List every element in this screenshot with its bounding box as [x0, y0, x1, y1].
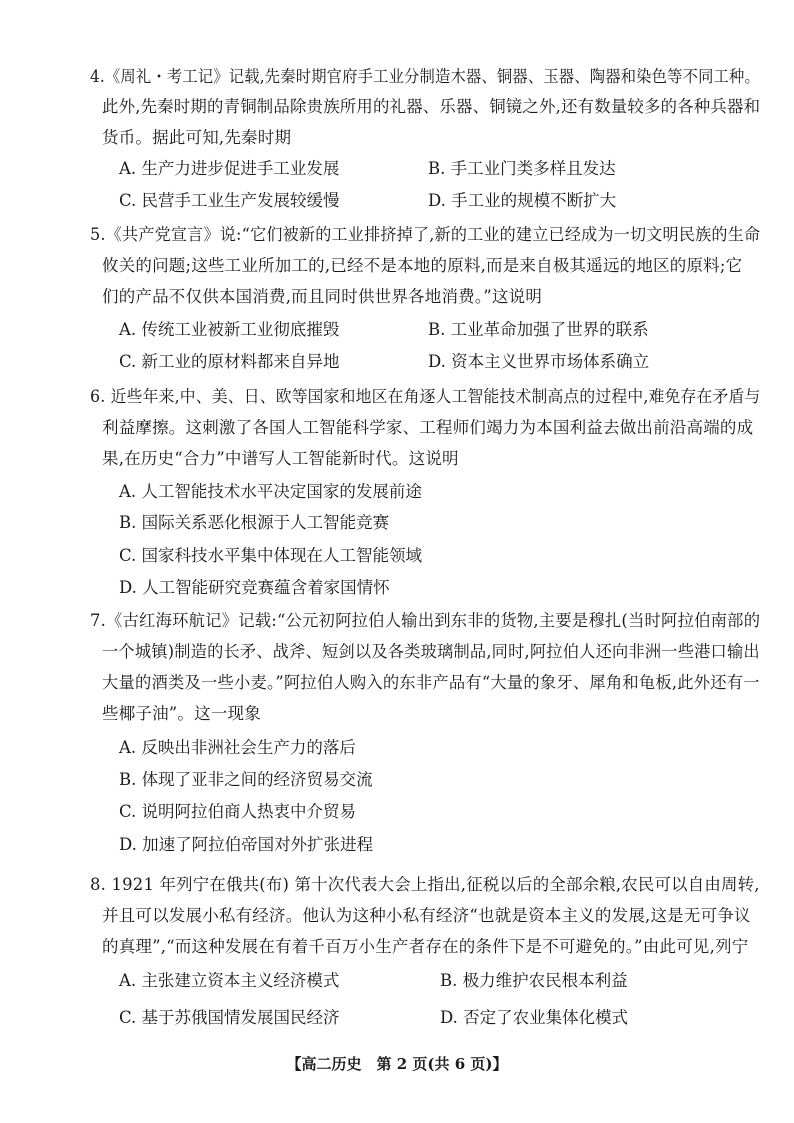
- question-8-option-a[interactable]: A. 主张建立资本主义经济模式: [119, 971, 340, 990]
- question-6-stem-line-2: 利益摩擦。这刺激了各国人工智能科学家、工程师们竭力为本国利益去做出前沿高端的成: [102, 418, 754, 437]
- question-7-option-c[interactable]: C. 说明阿拉伯商人热衷中介贸易: [119, 802, 357, 821]
- question-4-option-d[interactable]: D. 手工业的规模不断扩大: [428, 191, 617, 210]
- question-8-stem-line-1: 8. 1921 年列宁在俄共(布) 第十次代表大会上指出,征税以后的全部余粮,农民可以自由周转,: [90, 875, 760, 894]
- question-5-option-a[interactable]: A. 传统工业被新工业彻底摧毁: [119, 320, 340, 339]
- question-7-option-d[interactable]: D. 加速了阿拉伯帝国对外扩张进程: [119, 835, 374, 854]
- question-7-option-a[interactable]: A. 反映出非洲社会生产力的落后: [119, 738, 356, 757]
- question-4-stem-line-3: 货币。据此可知,先秦时期: [102, 128, 292, 147]
- question-5-option-b[interactable]: B. 工业革命加强了世界的联系: [428, 320, 649, 339]
- question-7-stem-line-4: 些椰子油”。这一现象: [102, 704, 261, 723]
- question-5-stem-line-3: 们的产品不仅供本国消费,而且同时供世界各地消费。”这说明: [102, 287, 543, 306]
- question-6-option-c[interactable]: C. 国家科技水平集中体现在人工智能领域: [119, 546, 423, 565]
- question-8-option-b[interactable]: B. 极力维护农民根本利益: [440, 971, 628, 990]
- question-7-stem-line-3: 大量的酒类及一些小麦。”阿拉伯人购入的东非产品有“大量的象牙、犀角和龟板,此外还有一: [102, 673, 760, 692]
- question-4-option-a[interactable]: A. 生产力进步促进手工业发展: [119, 159, 340, 178]
- question-7-stem-line-1: 7.《古红海环航记》记载:“公元初阿拉伯人输出到东非的货物,主要是穆扎(当时阿拉伯南部的: [90, 611, 761, 630]
- question-7-stem-line-2: 一个城镇)制造的长矛、战斧、短剑以及各类玻璃制品,同时,阿拉伯人还向非洲一些港口输出: [102, 642, 760, 661]
- question-6-stem-line-3: 果,在历史“合力”中谱写人工智能新时代。这说明: [102, 449, 459, 468]
- question-8-option-d[interactable]: D. 否定了农业集体化模式: [440, 1008, 629, 1027]
- question-5-option-d[interactable]: D. 资本主义世界市场体系确立: [428, 352, 650, 371]
- question-4-stem-line-1: 4.《周礼・考工记》记载,先秦时期官府手工业分制造木器、铜器、玉器、陶器和染色等不同工种。: [90, 67, 760, 86]
- question-8-stem-line-3: 的真理”,“而这种发展在有着千百万小生产者存在的条件下是不可避免的。”由此可见,列宁: [102, 937, 749, 956]
- question-6-option-d[interactable]: D. 人工智能研究竞赛蕴含着家国情怀: [119, 578, 390, 597]
- question-5-stem-line-1: 5.《共产党宣言》说:“它们被新的工业排挤掉了,新的工业的建立已经成为一切文明民族的生命: [90, 225, 761, 244]
- question-4-stem-line-2: 此外,先秦时期的青铜制品除贵族所用的礼器、乐器、铜镜之外,还有数量较多的各种兵器和: [102, 97, 761, 116]
- page-footer: 【高二历史 第 2 页(共 6 页)】: [286, 1055, 508, 1073]
- question-7-option-b[interactable]: B. 体现了亚非之间的经济贸易交流: [119, 770, 373, 789]
- question-5-stem-line-2: 攸关的问题;这些工业所加工的,已经不是本地的原料,而是来自极其遥远的地区的原料;它: [102, 256, 743, 275]
- question-4-option-c[interactable]: C. 民营手工业生产发展较缓慢: [119, 191, 340, 210]
- question-8-stem-line-2: 并且可以发展小私有经济。他认为这种小私有经济“也就是资本主义的发展,这是无可争议: [102, 906, 751, 925]
- question-6-stem-line-1: 6. 近些年来,中、美、日、欧等国家和地区在角逐人工智能技术制高点的过程中,难免存在矛盾与: [90, 387, 761, 406]
- question-8-option-c[interactable]: C. 基于苏俄国情发展国民经济: [119, 1008, 340, 1027]
- question-6-option-a[interactable]: A. 人工智能技术水平决定国家的发展前途: [119, 482, 422, 501]
- question-5-option-c[interactable]: C. 新工业的原材料都来自异地: [119, 352, 340, 371]
- question-4-option-b[interactable]: B. 手工业门类多样且发达: [428, 159, 616, 178]
- question-6-option-b[interactable]: B. 国际关系恶化根源于人工智能竞赛: [119, 513, 390, 532]
